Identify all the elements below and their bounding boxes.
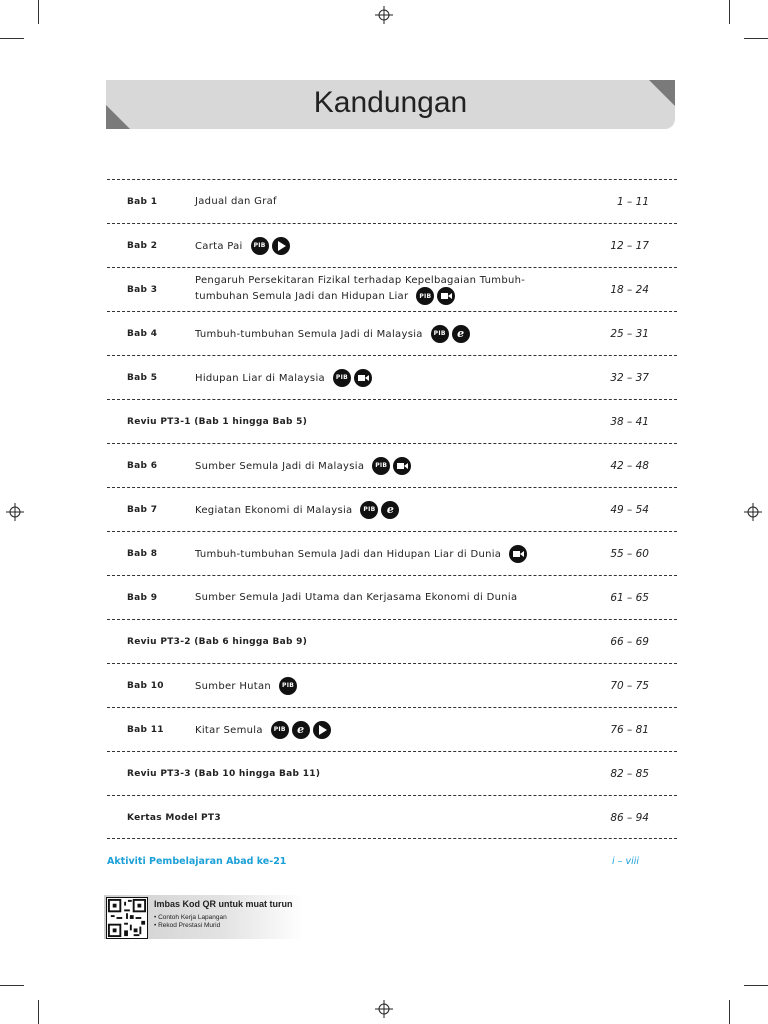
toc-title bbox=[195, 180, 540, 223]
toc-chapter: Bab 6 bbox=[127, 460, 158, 471]
toc-pages: 1 – 11 bbox=[617, 195, 649, 208]
toc-title-text: Carta Pai bbox=[195, 240, 243, 252]
crop-mark bbox=[729, 0, 730, 24]
video-camera-icon[interactable] bbox=[354, 369, 372, 387]
toc-title bbox=[195, 576, 540, 619]
resource-icons bbox=[431, 325, 470, 343]
pib-icon[interactable]: PIB bbox=[416, 287, 434, 305]
resource-icons bbox=[279, 677, 297, 695]
registration-mark-icon bbox=[375, 1000, 393, 1018]
pib-icon[interactable]: PIB bbox=[251, 237, 269, 255]
toc-row[interactable] bbox=[107, 223, 677, 267]
toc-title-text: Kegiatan Ekonomi di Malaysia bbox=[195, 504, 353, 516]
pib-icon[interactable]: PIB bbox=[431, 325, 449, 343]
toc-title-text: Kitar Semula bbox=[195, 724, 263, 736]
toc-row[interactable] bbox=[107, 531, 677, 575]
toc-title-text: Sumber Hutan bbox=[195, 680, 272, 692]
crop-mark bbox=[0, 38, 24, 39]
toc-pages: 61 – 65 bbox=[610, 591, 649, 604]
toc-chapter: Bab 5 bbox=[127, 372, 158, 383]
toc-pages: 38 – 41 bbox=[610, 415, 649, 428]
toc-row[interactable] bbox=[107, 575, 677, 619]
toc-chapter: Bab 4 bbox=[127, 328, 158, 339]
crop-mark bbox=[38, 1000, 39, 1024]
aktiviti-label: Aktiviti Pembelajaran Abad ke-21 bbox=[107, 856, 287, 867]
crop-mark bbox=[744, 38, 768, 39]
toc-pages: 70 – 75 bbox=[610, 679, 649, 692]
toc-pages: 82 – 85 bbox=[610, 767, 649, 780]
toc-pages: 42 – 48 bbox=[610, 459, 649, 472]
toc-row[interactable] bbox=[107, 751, 677, 795]
toc-pages: 25 – 31 bbox=[610, 327, 649, 340]
play-icon[interactable] bbox=[313, 721, 331, 739]
registration-mark-icon bbox=[375, 6, 393, 24]
toc-chapter: Bab 8 bbox=[127, 548, 158, 559]
toc-title-text: Jadual dan Graf bbox=[195, 196, 277, 207]
resource-icons bbox=[509, 545, 527, 563]
pib-icon[interactable]: PIB bbox=[372, 457, 390, 475]
toc-chapter: Reviu PT3-3 (Bab 10 hingga Bab 11) bbox=[127, 768, 321, 779]
toc-title bbox=[195, 708, 540, 751]
toc-title bbox=[195, 224, 540, 267]
pib-icon[interactable]: PIB bbox=[271, 721, 289, 739]
table-of-contents bbox=[107, 179, 677, 839]
title-banner bbox=[106, 80, 675, 129]
resource-icons bbox=[251, 237, 290, 255]
video-camera-icon[interactable] bbox=[437, 287, 455, 305]
toc-chapter: Reviu PT3-1 (Bab 1 hingga Bab 5) bbox=[127, 416, 308, 427]
resource-icons bbox=[271, 721, 331, 739]
pib-icon[interactable]: PIB bbox=[333, 369, 351, 387]
page-title: Kandungan bbox=[313, 86, 468, 119]
toc-row[interactable] bbox=[107, 267, 677, 311]
toc-title-text: Sumber Semula Jadi di Malaysia bbox=[195, 460, 365, 472]
e-icon[interactable]: e bbox=[452, 325, 470, 343]
toc-title bbox=[195, 664, 540, 707]
qr-code-icon[interactable] bbox=[106, 897, 148, 939]
toc-row[interactable] bbox=[107, 663, 677, 707]
toc-chapter: Bab 11 bbox=[127, 724, 164, 735]
toc-pages: 12 – 17 bbox=[610, 239, 649, 252]
toc-row[interactable] bbox=[107, 355, 677, 399]
toc-title bbox=[195, 356, 540, 399]
qr-title: Imbas Kod QR untuk muat turun bbox=[154, 899, 293, 909]
pib-icon[interactable]: PIB bbox=[279, 677, 297, 695]
crop-mark bbox=[38, 0, 39, 24]
registration-mark-icon bbox=[744, 503, 762, 521]
qr-download-box bbox=[104, 895, 304, 939]
toc-pages: 86 – 94 bbox=[610, 811, 649, 824]
toc-title-text: Tumbuh-tumbuhan Semula Jadi dan Hidupan Liar di Dunia bbox=[195, 548, 502, 560]
toc-pages: 76 – 81 bbox=[610, 723, 649, 736]
resource-icons bbox=[372, 457, 411, 475]
toc-row[interactable] bbox=[107, 311, 677, 355]
e-icon[interactable]: e bbox=[292, 721, 310, 739]
pib-icon[interactable]: PIB bbox=[360, 501, 378, 519]
toc-chapter: Bab 7 bbox=[127, 504, 158, 515]
toc-row[interactable] bbox=[107, 487, 677, 531]
toc-chapter: Bab 10 bbox=[127, 680, 164, 691]
toc-pages: 55 – 60 bbox=[610, 547, 649, 560]
toc-chapter: Bab 1 bbox=[127, 196, 158, 207]
qr-item: • Rekod Prestasi Murid bbox=[154, 922, 221, 929]
resource-icons bbox=[360, 501, 399, 519]
resource-icons bbox=[416, 287, 455, 305]
resource-icons bbox=[333, 369, 372, 387]
toc-row[interactable] bbox=[107, 707, 677, 751]
toc-pages: 49 – 54 bbox=[610, 503, 649, 516]
toc-title bbox=[195, 532, 540, 575]
toc-chapter: Kertas Model PT3 bbox=[127, 812, 221, 823]
registration-mark-icon bbox=[6, 503, 24, 521]
aktiviti-row[interactable] bbox=[107, 856, 649, 870]
toc-row[interactable] bbox=[107, 619, 677, 663]
toc-title-text: Pengaruh Persekitaran Fizikal terhadap Kepelbagaian Tumbuh-tumbuhan Semula Jadi dan Hidupan Liar bbox=[195, 275, 526, 302]
toc-chapter: Bab 3 bbox=[127, 284, 158, 295]
video-camera-icon[interactable] bbox=[393, 457, 411, 475]
toc-row[interactable] bbox=[107, 399, 677, 443]
toc-row[interactable] bbox=[107, 179, 677, 223]
toc-title-text: Hidupan Liar di Malaysia bbox=[195, 372, 325, 384]
aktiviti-pages: i – viii bbox=[612, 856, 639, 867]
toc-title bbox=[195, 312, 540, 355]
qr-item: • Contoh Kerja Lapangan bbox=[154, 914, 227, 921]
play-icon[interactable] bbox=[272, 237, 290, 255]
crop-mark bbox=[744, 985, 768, 986]
toc-title-text: Tumbuh-tumbuhan Semula Jadi di Malaysia bbox=[195, 328, 423, 340]
toc-pages: 32 – 37 bbox=[610, 371, 649, 384]
toc-chapter: Reviu PT3-2 (Bab 6 hingga Bab 9) bbox=[127, 636, 308, 647]
toc-row[interactable] bbox=[107, 443, 677, 487]
e-icon[interactable]: e bbox=[381, 501, 399, 519]
crop-mark bbox=[729, 1000, 730, 1024]
toc-pages: 18 – 24 bbox=[610, 283, 649, 296]
toc-title bbox=[195, 488, 540, 531]
video-camera-icon[interactable] bbox=[509, 545, 527, 563]
toc-title bbox=[195, 444, 540, 487]
toc-title bbox=[195, 268, 540, 311]
toc-title-text: Sumber Semula Jadi Utama dan Kerjasama Ekonomi di Dunia bbox=[195, 592, 518, 603]
toc-chapter: Bab 2 bbox=[127, 240, 158, 251]
crop-mark bbox=[0, 985, 24, 986]
toc-pages: 66 – 69 bbox=[610, 635, 649, 648]
toc-chapter: Bab 9 bbox=[127, 592, 158, 603]
toc-row[interactable] bbox=[107, 795, 677, 839]
